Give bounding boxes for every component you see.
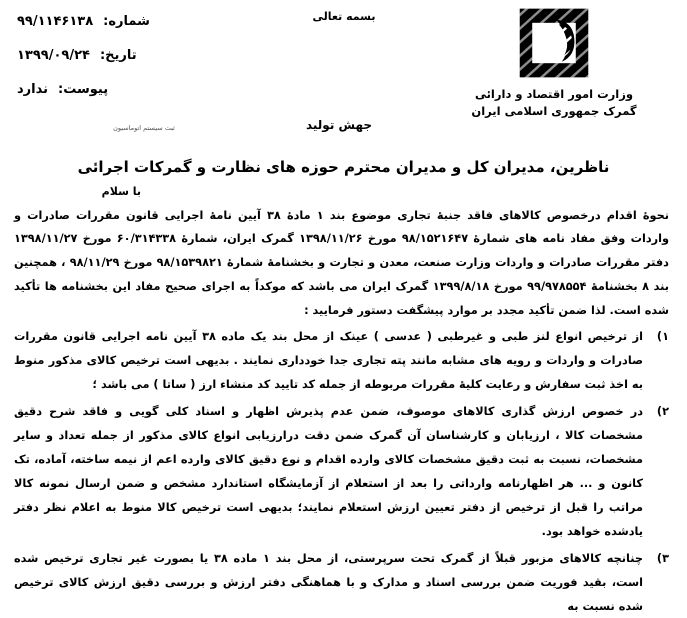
clause-text: از ترخیص انواع لنز طبی و غیرطبی ( عدسی ) عینک از محل بند یک ماده ۳۸ آیین نامه اجرایی قانون مقررات صادرات و واردات و رویه های مشابه مانند پته تجاری جدا خودداری نمایند . بدیهی است ترخیص کالای مذکور منوط به اخذ ثبت سفارش و رعایت کلیهٔ مقررات مربوطه از جمله کد تایید کد منشاء ارز ( ساتا ) می باشد ؛ bbox=[14, 325, 643, 397]
meta-row-attachment bbox=[17, 82, 257, 97]
meta-row-date bbox=[17, 48, 257, 63]
clause-marker: ۳) bbox=[647, 547, 669, 571]
list-item bbox=[14, 547, 669, 618]
list-item bbox=[14, 400, 669, 544]
meta-label-number: شماره: bbox=[103, 14, 150, 29]
document-header bbox=[0, 0, 687, 150]
year-slogan: جهش تولید bbox=[259, 118, 419, 132]
organization-identity bbox=[439, 4, 669, 121]
meta-value-attachment: ندارد bbox=[17, 82, 48, 97]
document-meta bbox=[17, 14, 257, 116]
clause-marker: ۲) bbox=[647, 400, 669, 424]
iran-customs-logo-icon bbox=[515, 4, 593, 82]
meta-row-number bbox=[17, 14, 257, 29]
clause-text: چنانچه کالاهای مزبور قبلاً از گمرک تحت سرپرستی، از محل بند ۱ ماده ۳۸ یا بصورت غیر تجاری ترخیص شده است، بقید فوریت ضمن بررسی اسناد و مدارک و با هماهنگی دفتر ارزش و بررسی دقیق ارزش کالای ترخیص شده نسبت به bbox=[14, 547, 643, 618]
lead-paragraph: نحوهٔ اقدام درخصوص کالاهای فاقد جنبهٔ تجاری موضوع بند ۱ مادهٔ ۳۸ آیین نامهٔ اجرایی قانون مقررات صادرات و واردات وفق مفاد نامه های شمارهٔ ۹۸/۱۵۲۱۶۴۷ مورخ ۱۳۹۸/۱۱/۲۶ گمرک ایران، شمارهٔ ۶۰/۳۱۴۳۳۸ مورخ ۱۳۹۸/۱۱/۲۷ دفتر مقررات صادرات و واردات وزارت صنعت، معدن و تجارت و بخشنامهٔ شمارهٔ ۹۸/۱۵۳۹۸۲۱ مورخ ۹۸/۱۱/۲۹ ، همچنین بند ۸ بخشنامهٔ ۹۹/۹۷۸۵۵۴ مورخ ۱۳۹۹/۸/۱۸ گمرک ایران می باشد که موکداً به اجرای صحیح مفاد این بخشنامه ها تأکید شده است. لذا ضمن تأکید مجدد بر موارد پیشگفت دستور فرمایید : bbox=[14, 204, 669, 324]
clause-marker: ۱) bbox=[647, 325, 669, 349]
agency-name: گمرک جمهوری اسلامی ایران bbox=[439, 103, 669, 120]
list-item bbox=[14, 325, 669, 397]
meta-label-attachment: پیوست: bbox=[58, 82, 108, 97]
ministry-name: وزارت امور اقتصاد و دارائی bbox=[439, 86, 669, 103]
basmala-text: بسمه تعالی bbox=[269, 10, 419, 23]
page-title: ناظرین، مدیران کل و مدیران محترم حوزه های نظارت و گمرکات اجرائی bbox=[30, 156, 657, 179]
document-body bbox=[14, 204, 669, 618]
automation-registration-stamp: ثبت سیستم اتوماسیون bbox=[69, 124, 219, 132]
clause-list bbox=[14, 325, 669, 618]
salutation: با سلام bbox=[21, 185, 141, 198]
clause-text: در خصوص ارزش گذاری کالاهای موصوف، ضمن عدم پذیرش اظهار و اسناد کلی گویی و فاقد شرح دقیق مشخصات کالا ، ارزیابان و کارشناسان آن گمرک ضمن دقت درارزیابی انواع کالای مذکور از جمله تعداد و سایر مشخصات، نسبت به ثبت دقیق مشخصات کالای وارده اقدام و نوع دقیق کالای وارده اعم از نیمه ساخته، آماده، تک کانون و ... هر اظهارنامه وارداتی را بعد از استعلام از آزمایشگاه استاندارد مشخص و ضمن ارسال نمونه کالا مراتب را قبل از ترخیص از دفتر تعیین ارزش استعلام نمایند؛ بدیهی است ترخیص کالا منوط به اعلام نظر دفتر یادشده خواهد بود. bbox=[14, 400, 643, 544]
meta-label-date: تاریخ: bbox=[100, 48, 137, 63]
meta-value-date: ۱۳۹۹/۰۹/۲۴ bbox=[17, 48, 90, 63]
meta-value-number: ۹۹/۱۱۴۶۱۳۸ bbox=[17, 14, 93, 29]
